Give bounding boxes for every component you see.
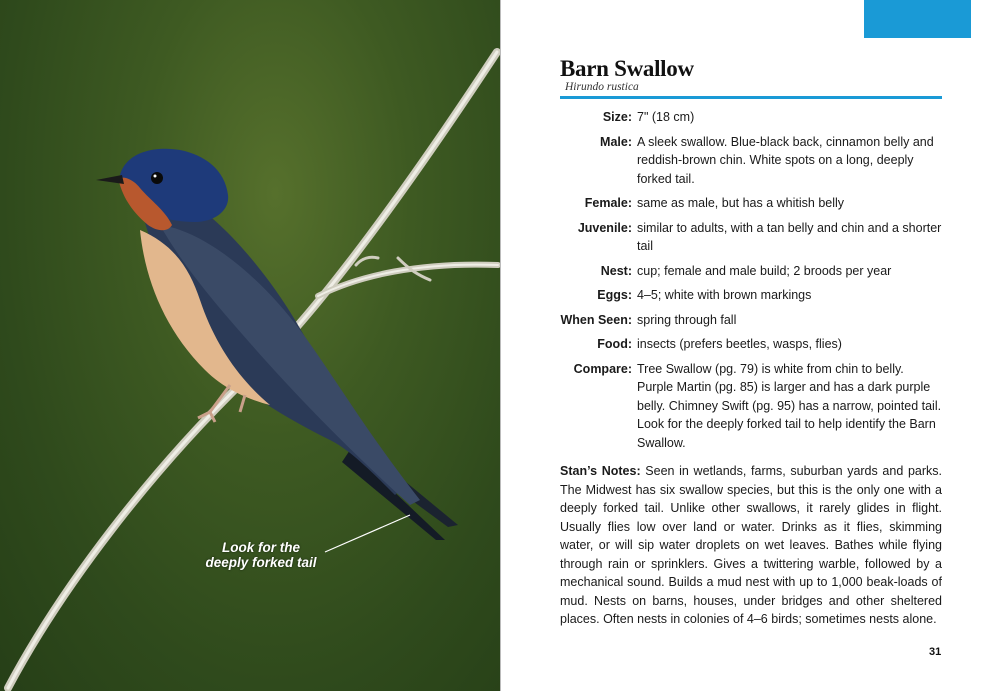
fact-value: same as male, but has a whitish belly [637, 196, 845, 210]
fact-label: Food: [597, 337, 632, 351]
fact-size [560, 108, 942, 127]
fact-nest [560, 262, 942, 281]
fact-label: Male: [600, 134, 632, 149]
fact-food [560, 335, 942, 354]
species-text-page [500, 0, 1000, 691]
fact-value: insects (prefers beetles, wasps, flies) [637, 337, 842, 351]
fact-label: Eggs: [597, 288, 632, 302]
fact-label: Female: [584, 196, 632, 210]
facts-list [560, 108, 942, 458]
fact-label: Size: [602, 110, 632, 124]
fact-value: 4–5; white with brown markings [637, 288, 812, 302]
fact-value: A sleek swallow. Blue-black back, cinnamon belly and reddish-brown chin. White spots on a long, deeply forked tail. [637, 134, 934, 186]
title-rule [560, 96, 942, 99]
fact-compare [560, 360, 942, 453]
notes-label: Stan’s Notes: [560, 464, 646, 478]
stans-notes [560, 462, 942, 629]
fact-when-seen [560, 311, 942, 330]
color-tab-marker [864, 0, 971, 38]
bird-wing [160, 225, 420, 505]
fact-value: Tree Swallow (pg. 79) is white from chin to belly. Purple Martin (pg. 85) is larger and has a dark purple belly. Chimney Swift (pg. 95) has a narrow, pointed tail. Look for the deeply forked tail to help identify the Barn Swallow. [637, 361, 942, 450]
callout-line-1: Look for the [222, 540, 300, 555]
page-number: 31 [929, 646, 942, 658]
bird-beak [96, 175, 124, 184]
tail-callout [196, 540, 326, 570]
fact-label: Compare: [573, 361, 632, 376]
fact-value: spring through fall [637, 312, 737, 327]
fact-male [560, 133, 942, 189]
bird-eye [151, 172, 163, 184]
fact-label: When Seen: [560, 312, 632, 327]
fact-juvenile [560, 219, 942, 256]
fact-label: Nest: [600, 263, 632, 278]
fact-value: 7" (18 cm) [637, 110, 695, 124]
notes-text: Seen in wetlands, farms, suburban yards and parks. The Midwest has six swallow species, but this is the only one with a deeply forked tail. Unlike other swallows, it rarely glides in flight. Usually flies low over land or water. Drinks as it flies, skimming water, or will sip water droplets on wet leaves. Bathes while flying through rain or sprinklers. Gives a twittering warble, followed by a mechanical sound. Builds a mud nest with up to 1,000 beak-loads of mud. Nests on barns, houses, under bridges and other sheltered places. Often nests in colonies of 4–6 birds; sometimes nests alone. [560, 464, 942, 626]
scientific-name: Hirundo rustica [565, 81, 639, 93]
callout-line-2: deeply forked tail [205, 555, 317, 570]
fact-label: Juvenile: [577, 220, 632, 235]
fact-female [560, 194, 942, 213]
callout-line [325, 515, 410, 552]
species-title: Barn Swallow [560, 56, 694, 81]
fact-eggs [560, 286, 942, 305]
fact-value: similar to adults, with a tan belly and chin and a shorter tail [637, 220, 942, 253]
fact-value: cup; female and male build; 2 broods per year [637, 263, 892, 278]
